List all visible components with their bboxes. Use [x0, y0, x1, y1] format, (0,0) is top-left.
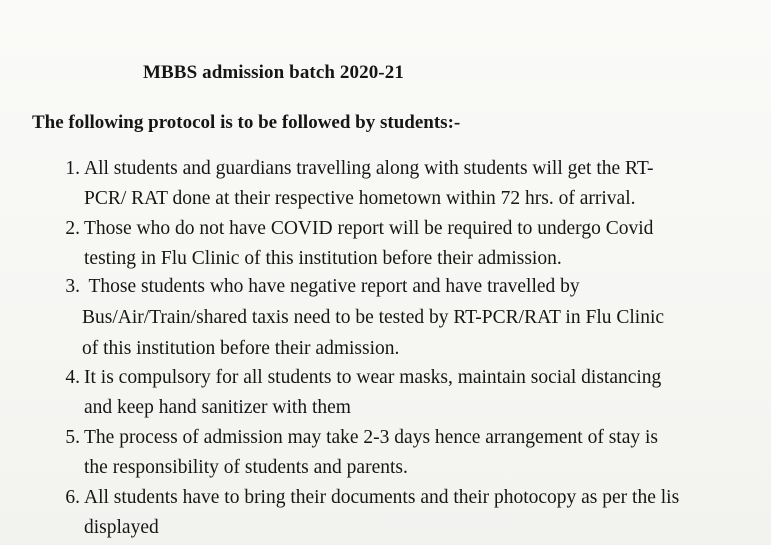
item-line: PCR/ RAT done at their respective hometown within 72 hrs. of arrival.: [84, 188, 636, 209]
item-line: All students have to bring their documents and their photocopy as per the lis: [84, 487, 680, 508]
item-line: Bus/Air/Train/shared taxis need to be tested by RT-PCR/RAT in Flu Clinic: [82, 307, 665, 328]
document-title: MBBS admission batch 2020-21: [143, 62, 404, 83]
item-number: 5.: [65, 427, 80, 448]
item-line: It is compulsory for all students to wear masks, maintain social distancing: [84, 367, 662, 388]
item-line: displayed: [84, 517, 159, 538]
item-line: Those students who have negative report and have travelled by: [84, 276, 580, 297]
item-line: The process of admission may take 2-3 days hence arrangement of stay is: [84, 427, 658, 448]
item-number: 1.: [65, 158, 80, 179]
item-number: 3.: [65, 276, 80, 297]
item-line: of this institution before their admission.: [82, 338, 400, 359]
item-number: 2.: [65, 218, 80, 239]
item-line: Those who do not have COVID report will be required to undergo Covid: [84, 218, 654, 239]
protocol-heading: The following protocol is to be followed by students:-: [32, 112, 461, 133]
item-number: 4.: [65, 367, 80, 388]
item-line: and keep hand sanitizer with them: [84, 397, 351, 418]
item-line: All students and guardians travelling along with students will get the RT-: [84, 158, 654, 179]
item-number: 6.: [65, 487, 80, 508]
item-line: the responsibility of students and parents.: [84, 457, 408, 478]
item-line: testing in Flu Clinic of this institution before their admission.: [84, 248, 562, 269]
